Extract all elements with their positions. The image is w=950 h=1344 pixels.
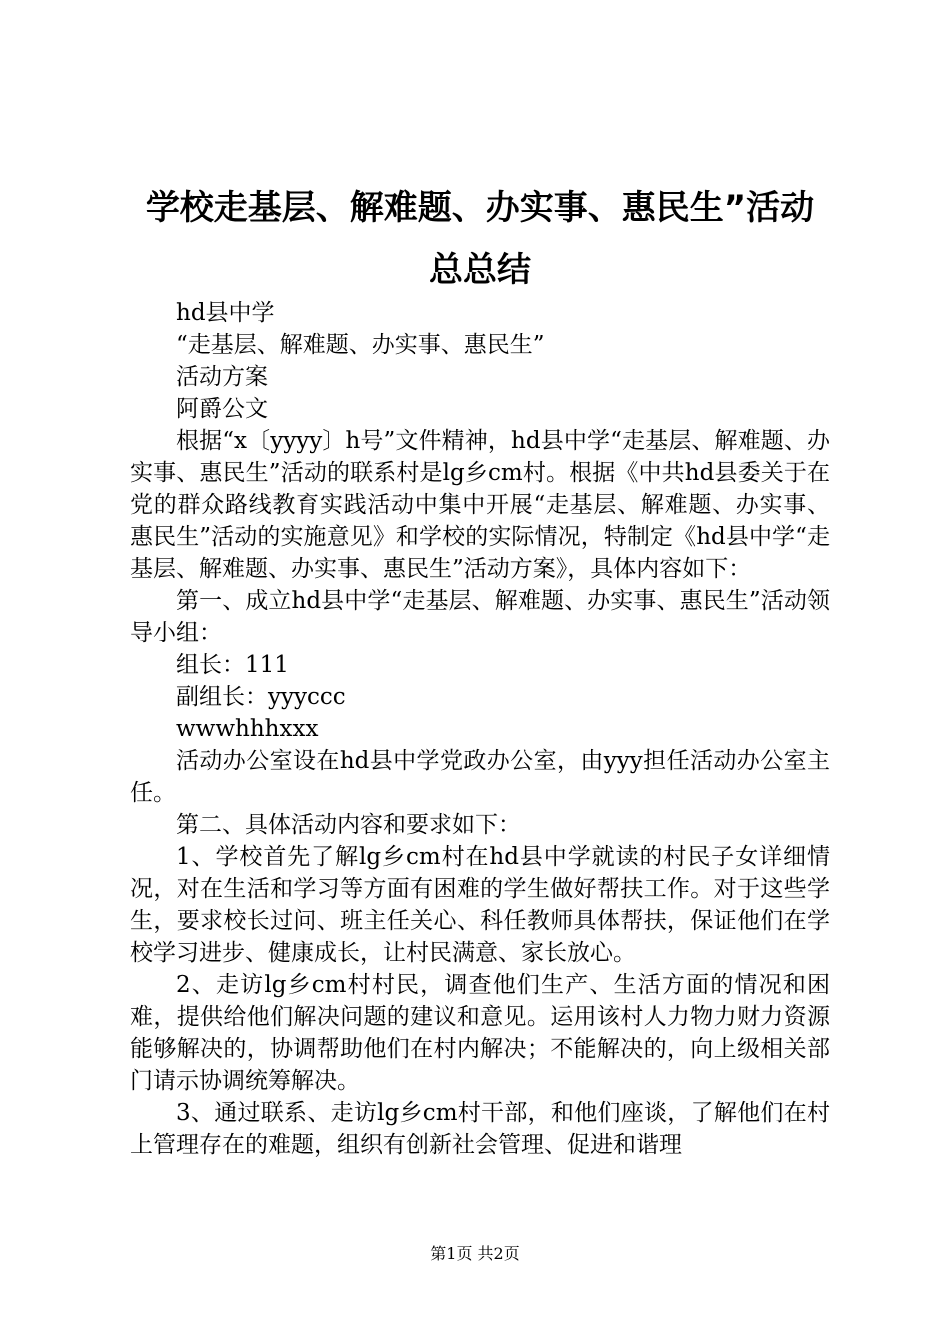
activity-name: “走基层、解难题、办实事、惠民生”: [176, 332, 545, 358]
body-paragraph: 活动办公室设在hd县中学党政办公室，由yyy担任活动办公室主任。: [130, 748, 830, 806]
document-body: [130, 297, 830, 1161]
document-title-line-2: 总总结: [429, 250, 531, 290]
body-paragraph: 1、学校首先了解lg乡cm村在hd县中学就读的村民子女详细情况，对在生活和学习等方面有困难的学生做好帮扶工作。对于这些学生，要求校长过问、班主任关心、科任教师具体帮扶，保证他们在学校学习进步、健康成长，让村民满意、家长放心。: [130, 844, 830, 966]
body-paragraph: 根据“x〔yyyy〕h号”文件精神，hd县中学“走基层、解难题、办实事、惠民生”活动的联系村是lg乡cm村。根据《中共hd县委关于在党的群众路线教育实践活动中集中开展“走基层、解难题、办实事、惠民生”活动的实施意见》和学校的实际情况，特制定《hd县中学“走基层、解难题、办实事、惠民生”活动方案》，具体内容如下：: [130, 428, 830, 582]
document-title-line-1: 学校走基层、解难题、办实事、惠民生”活动: [145, 188, 815, 228]
deputy-leader-line: 副组长：yyyccc: [176, 684, 346, 710]
page-number: 第1页 共2页: [430, 1244, 520, 1263]
source-label: 阿爵公文: [176, 396, 268, 422]
body-paragraph: 2、走访lg乡cm村村民，调查他们生产、生活方面的情况和困难，提供给他们解决问题的建议和意见。运用该村人力物力财力资源能够解决的，协调帮助他们在村内解决；不能解决的，向上级相关部门请示协调统筹解决。: [130, 972, 830, 1094]
leader-line: 组长：111: [176, 652, 289, 678]
body-paragraph: 3、通过联系、走访lg乡cm村干部，和他们座谈，了解他们在村上管理存在的难题，组织有创新社会管理、促进和谐理: [130, 1100, 830, 1158]
school-name: hd县中学: [176, 300, 275, 326]
plan-label: 活动方案: [176, 364, 268, 390]
members-line: wwwhhhxxx: [176, 716, 319, 742]
section-heading: 第二、具体活动内容和要求如下：: [176, 812, 521, 838]
section-heading: 第一、成立hd县中学“走基层、解难题、办实事、惠民生”活动领导小组：: [130, 588, 830, 646]
